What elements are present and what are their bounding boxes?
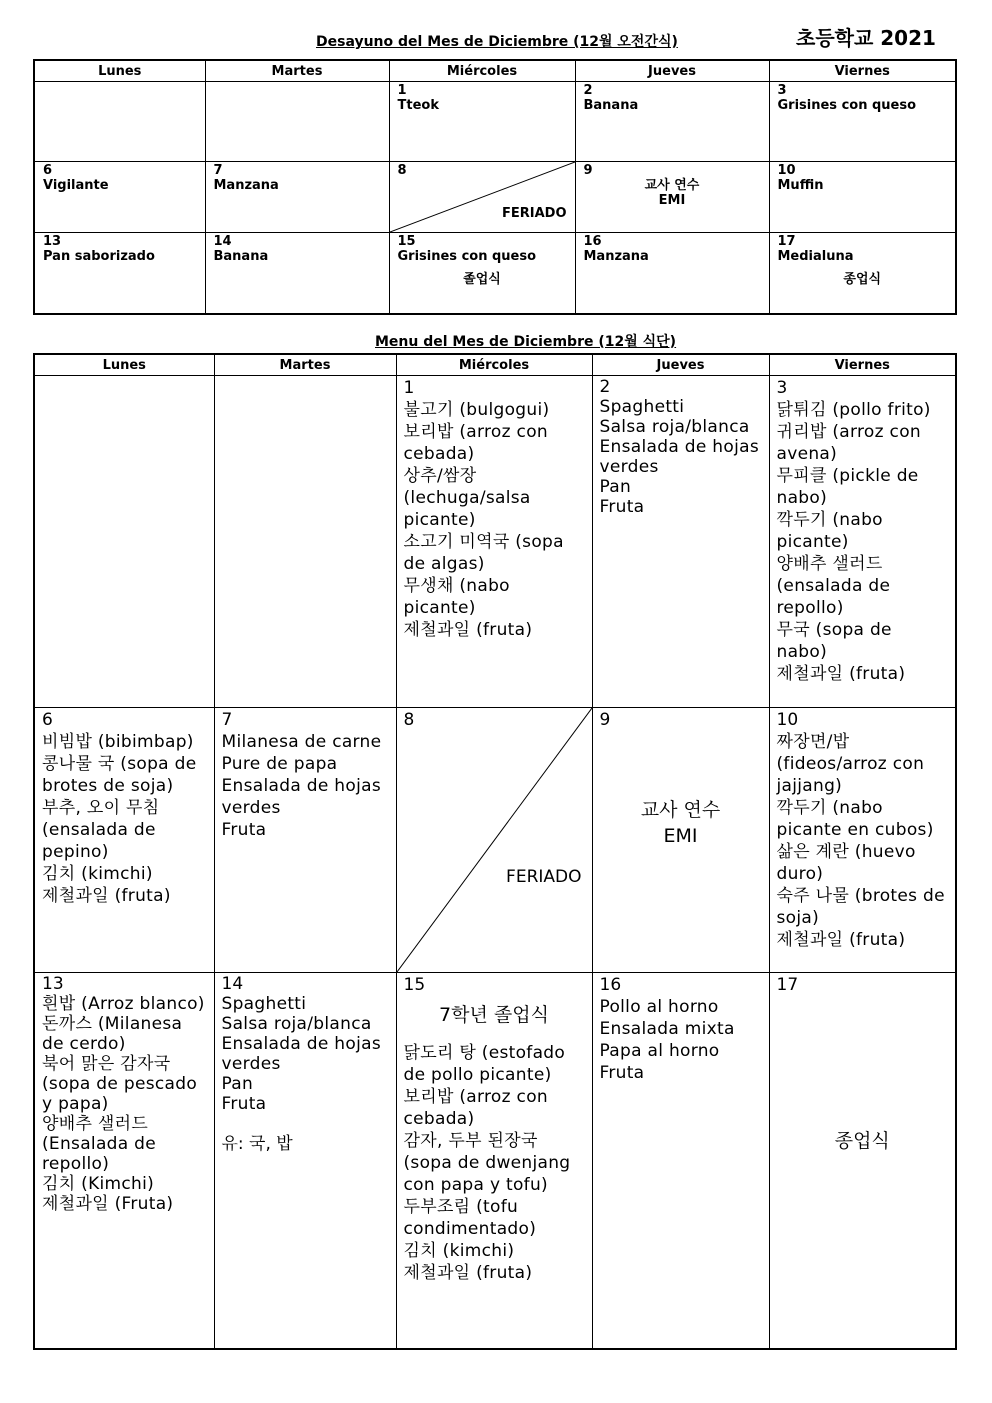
lunch-cell: [214, 708, 396, 973]
lunch-cell: [769, 708, 956, 973]
day-number: 3: [777, 83, 787, 98]
menu-item: Spaghetti: [221, 994, 307, 1014]
breakfast-cell: [769, 82, 956, 162]
day-number: 15: [397, 234, 416, 249]
menu-item: Milanesa de carne: [221, 732, 382, 752]
day-number: 7: [221, 710, 233, 730]
training-label: 교사 연수: [644, 178, 700, 193]
diagonal-strike: [397, 708, 592, 972]
holiday-cell: [389, 162, 575, 233]
menu-item: 부추, 오이 무침 (ensalada de pepino): [42, 798, 160, 862]
day-number: 1: [397, 83, 407, 98]
menu-item: 무피클 (pickle de nabo): [776, 466, 919, 508]
day-number: 8: [403, 710, 415, 730]
menu-item: Fruta: [599, 497, 645, 517]
graduation-label: 7학년 졸업식: [439, 1004, 549, 1026]
breakfast-week-3: [34, 233, 956, 314]
menu-item: 비빔밥 (bibimbap): [42, 732, 194, 752]
menu-item: Medialuna: [777, 249, 854, 264]
menu-item: 양배추 샐러드 (ensalada de repollo): [776, 554, 891, 618]
breakfast-cell: [575, 82, 769, 162]
day-header: Viernes: [769, 60, 956, 82]
menu-item: Grisines con queso: [777, 98, 917, 113]
day-header: Jueves: [575, 60, 769, 82]
menu-item: 제철과일 (fruta): [776, 664, 906, 684]
menu-item: 귀리밥 (arroz con avena): [776, 422, 921, 464]
menu-item: Papa al horno: [599, 1041, 720, 1061]
menu-item: 흰밥 (Arroz blanco): [42, 994, 205, 1014]
day-header: Martes: [214, 354, 396, 376]
menu-item: 상추/쌈장 (lechuga/salsa picante): [403, 466, 531, 530]
menu-item: Banana: [583, 98, 639, 113]
lunch-cell: [34, 973, 214, 1349]
breakfast-cell: [769, 233, 956, 314]
menu-item: 양배추 샐러드 (Ensalada de repollo): [42, 1114, 157, 1174]
lunch-cell: [592, 973, 769, 1349]
day-number: 7: [213, 163, 223, 178]
lunch-week-1: [34, 376, 956, 708]
holiday-label: FERIADO: [501, 206, 567, 221]
closing-ceremony-label: 종업식: [834, 1130, 890, 1152]
menu-item: 짜장면/밥 (fideos/arroz con jajjang): [776, 732, 925, 796]
day-number: 9: [583, 163, 593, 178]
day-header: Miércoles: [389, 60, 575, 82]
menu-item: 숙주 나물 (brotes de soja): [776, 886, 945, 928]
breakfast-cell: [205, 233, 389, 314]
menu-item: 김치 (kimchi): [403, 1241, 515, 1261]
menu-item: Pan saborizado: [43, 249, 155, 264]
menu-item: Pollo al horno: [599, 997, 719, 1017]
menu-item: 닭도리 탕 (estofado de pollo picante): [403, 1043, 566, 1085]
breakfast-header-row: [34, 60, 956, 82]
menu-item: Muffin: [777, 178, 824, 193]
menu-item: 제철과일 (fruta): [776, 930, 906, 950]
menu-item: Banana: [213, 249, 269, 264]
breakfast-cell: [389, 82, 575, 162]
breakfast-week-2: [34, 162, 956, 233]
day-number: 1: [403, 378, 415, 398]
menu-item: 깍두기 (nabo picante en cubos): [776, 798, 934, 840]
training-sub-label: EMI: [663, 825, 698, 847]
menu-item: Spaghetti: [599, 397, 685, 417]
breakfast-week-1: [34, 82, 956, 162]
menu-item: Manzana: [583, 249, 649, 264]
menu-item: 두부조림 (tofu condimentado): [403, 1197, 537, 1239]
menu-item: Fruta: [221, 820, 267, 840]
menu-item: 보리밥 (arroz con cebada): [403, 1087, 548, 1129]
day-number: 13: [42, 974, 64, 994]
lunch-cell: [396, 973, 592, 1349]
menu-item: Salsa roja/blanca: [221, 1014, 372, 1034]
menu-item: Pan: [221, 1074, 254, 1094]
day-number: 13: [43, 234, 62, 249]
day-number: 16: [583, 234, 602, 249]
menu-item: 콩나물 국 (sopa de brotes de soja): [42, 754, 197, 796]
lunch-week-3: [34, 973, 956, 1349]
lunch-header-row: [34, 354, 956, 376]
menu-item: Tteok: [397, 98, 439, 113]
day-number: 8: [397, 163, 407, 178]
note-label: 유: 국, 밥: [221, 1134, 293, 1154]
breakfast-cell: [575, 233, 769, 314]
day-header: Jueves: [592, 354, 769, 376]
menu-item: 닭튀김 (pollo frito): [776, 400, 931, 420]
menu-item: Pan: [599, 477, 632, 497]
lunch-cell: [34, 708, 214, 973]
menu-item: 소고기 미역국 (sopa de algas): [403, 532, 564, 574]
lunch-cell: [769, 376, 956, 708]
breakfast-calendar: [33, 59, 957, 315]
menu-item: Ensalada de hojas verdes: [599, 437, 759, 477]
menu-item: 깍두기 (nabo picante): [776, 510, 883, 552]
menu-item: Ensalada mixta: [599, 1019, 735, 1039]
menu-item: Grisines con queso: [397, 249, 537, 264]
menu-item: 제철과일 (fruta): [42, 886, 171, 906]
menu-item: 제철과일 (fruta): [403, 1263, 533, 1283]
breakfast-cell: [575, 162, 769, 233]
menu-item: Ensalada de hojas verdes: [221, 776, 381, 818]
day-number: 2: [599, 377, 611, 397]
day-number: 3: [776, 378, 788, 398]
menu-item: 김치 (kimchi): [42, 864, 153, 884]
training-label: 교사 연수: [640, 799, 721, 821]
lunch-week-2: [34, 708, 956, 973]
day-header: Martes: [205, 60, 389, 82]
menu-item: Fruta: [599, 1063, 645, 1083]
breakfast-cell: [34, 162, 205, 233]
lunch-cell: [769, 973, 956, 1349]
day-header: Lunes: [34, 354, 214, 376]
day-number: 14: [213, 234, 232, 249]
day-number: 2: [583, 83, 593, 98]
lunch-cell: [214, 973, 396, 1349]
day-number: 6: [43, 163, 53, 178]
day-number: 10: [777, 163, 796, 178]
menu-item: Ensalada de hojas verdes: [221, 1034, 381, 1074]
menu-item: Salsa roja/blanca: [599, 417, 750, 437]
menu-item: 무생채 (nabo picante): [403, 576, 510, 618]
lunch-cell: [592, 376, 769, 708]
menu-item: 감자, 두부 된장국 (sopa de dwenjang con papa y tofu): [403, 1131, 571, 1195]
menu-item: 돈까스 (Milanesa de cerdo): [42, 1014, 183, 1054]
menu-item: Manzana: [213, 178, 279, 193]
school-label: 초등학교 2021: [796, 26, 936, 50]
holiday-label: FERIADO: [506, 867, 582, 887]
graduation-label: 졸업식: [463, 272, 501, 287]
menu-item: 김치 (Kimchi): [42, 1174, 155, 1194]
breakfast-cell: [34, 233, 205, 314]
menu-item: 제철과일 (fruta): [403, 620, 533, 640]
breakfast-cell: [205, 162, 389, 233]
closing-ceremony-label: 종업식: [843, 272, 882, 287]
menu-item: Fruta: [221, 1094, 267, 1114]
breakfast-cell: [769, 162, 956, 233]
menu-item: 보리밥 (arroz con cebada): [403, 422, 548, 464]
lunch-cell: [592, 708, 769, 973]
empty-cell: [214, 376, 396, 708]
lunch-cell: [396, 376, 592, 708]
menu-item: 불고기 (bulgogui): [403, 400, 550, 420]
day-header: Lunes: [34, 60, 205, 82]
empty-cell: [205, 82, 389, 162]
day-number: 15: [403, 975, 426, 995]
breakfast-title: Desayuno del Mes de Diciembre (12월 오전간식): [316, 34, 678, 50]
lunch-calendar: [33, 353, 957, 1350]
day-number: 10: [776, 710, 799, 730]
day-number: 17: [777, 234, 796, 249]
day-number: 17: [776, 975, 799, 995]
menu-item: Pure de papa: [221, 754, 338, 774]
day-header: Viernes: [769, 354, 956, 376]
day-number: 9: [599, 710, 611, 730]
lunch-title: Menu del Mes de Diciembre (12월 식단): [375, 334, 677, 350]
menu-item: 제철과일 (Fruta): [42, 1194, 174, 1214]
menu-item: Vigilante: [43, 178, 109, 193]
holiday-cell: [396, 708, 592, 973]
menu-item: 무국 (sopa de nabo): [776, 620, 892, 662]
breakfast-cell: [389, 233, 575, 314]
menu-item: 삶은 계란 (huevo duro): [776, 842, 916, 884]
day-number: 6: [42, 710, 53, 730]
training-sub-label: EMI: [658, 193, 686, 208]
day-number: 16: [599, 975, 622, 995]
empty-cell: [34, 376, 214, 708]
day-header: Miércoles: [396, 354, 592, 376]
menu-item: 북어 맑은 감자국 (sopa de pescado y papa): [42, 1054, 198, 1114]
day-number: 14: [221, 974, 244, 994]
empty-cell: [34, 82, 205, 162]
